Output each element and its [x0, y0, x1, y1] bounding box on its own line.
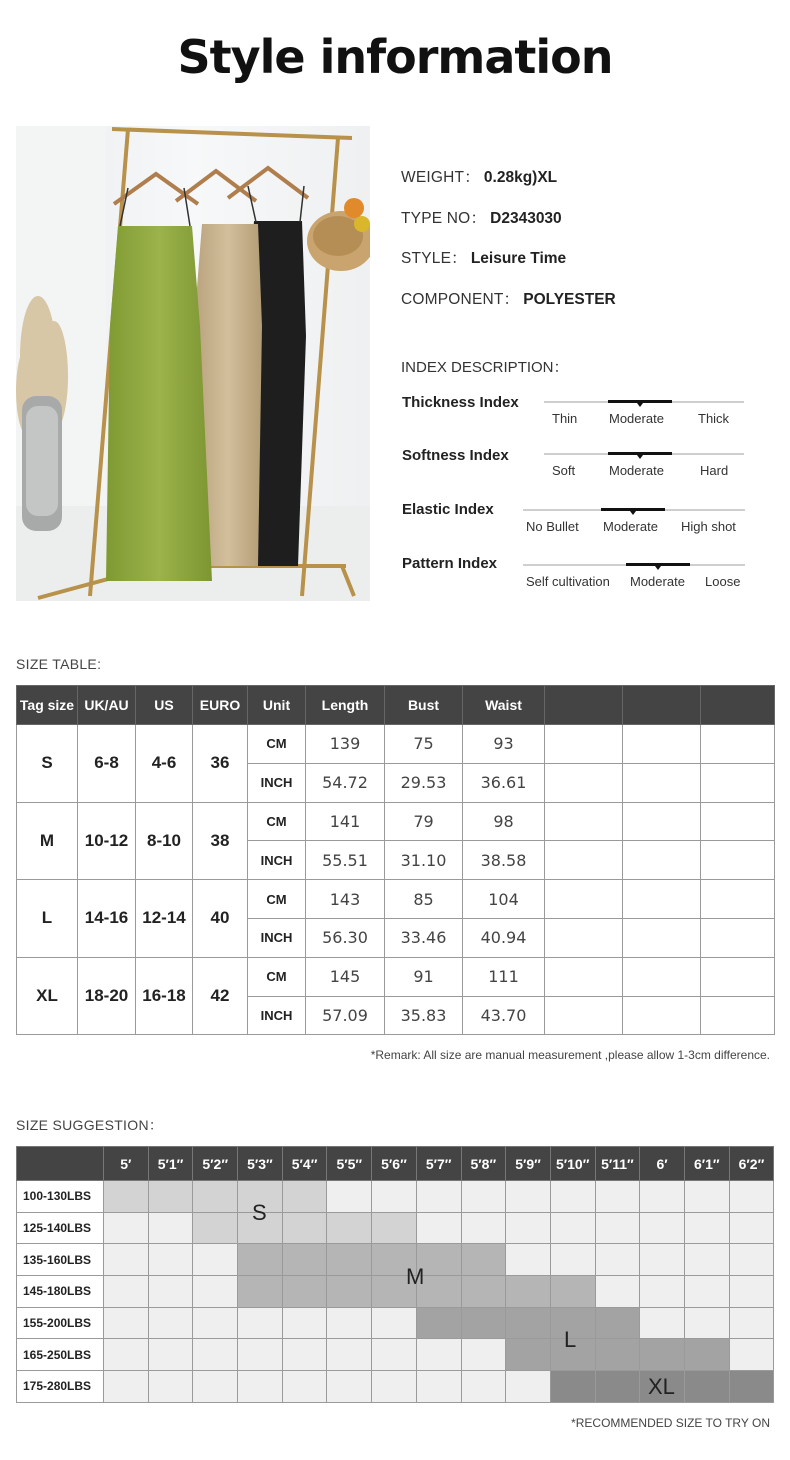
suggestion-cell — [461, 1371, 506, 1403]
height-header: 5′3″ — [238, 1147, 283, 1181]
suggestion-cell — [461, 1307, 506, 1339]
suggestion-cell — [327, 1276, 372, 1308]
unit-cell: CM — [248, 802, 306, 841]
suggestion-cell — [729, 1244, 774, 1276]
weight-label: 155-200LBS — [17, 1307, 104, 1339]
elastic-index-scale — [523, 506, 745, 536]
suggestion-cell — [416, 1339, 461, 1371]
col-bust: Bust — [385, 686, 463, 725]
scale-label-low: Self cultivation — [526, 574, 610, 589]
suggestion-cell — [193, 1307, 238, 1339]
waist-cell: 43.70 — [463, 996, 545, 1035]
suggestion-cell — [372, 1307, 417, 1339]
suggestion-cell — [238, 1244, 283, 1276]
product-photo — [16, 126, 370, 601]
scale-label-high: Thick — [698, 411, 730, 426]
suggestion-cell — [148, 1339, 193, 1371]
suggestion-cell — [640, 1212, 685, 1244]
suggestion-cell — [729, 1371, 774, 1403]
col-waist: Waist — [463, 686, 545, 725]
waist-cell: 98 — [463, 802, 545, 841]
suggestion-cell — [684, 1371, 729, 1403]
uk-au-cell: 18-20 — [78, 957, 136, 1035]
height-header: 5′ — [104, 1147, 149, 1181]
empty-cell — [545, 880, 623, 919]
elastic-index-label: Elastic Index — [402, 501, 494, 518]
weight-label: 135-160LBS — [17, 1244, 104, 1276]
size-zone-xl: XL — [648, 1374, 675, 1399]
empty-cell — [623, 763, 701, 802]
empty-cell — [545, 725, 623, 764]
suggestion-cell — [506, 1276, 551, 1308]
suggestion-cell — [595, 1276, 640, 1308]
info-component-value: POLYESTER — [523, 291, 616, 308]
table-row — [17, 880, 775, 919]
waist-cell: 104 — [463, 880, 545, 919]
suggestion-cell — [193, 1212, 238, 1244]
weight-label: 175-280LBS — [17, 1371, 104, 1403]
suggestion-cell — [193, 1181, 238, 1213]
table-row — [17, 1181, 774, 1213]
index-description-title: INDEX DESCRIPTION： — [401, 359, 569, 376]
height-header: 5′9″ — [506, 1147, 551, 1181]
suggestion-cell — [327, 1244, 372, 1276]
scale-pointer-icon — [637, 455, 643, 459]
empty-cell — [701, 996, 775, 1035]
info-weight-value: 0.28kg)XL — [483, 169, 558, 186]
empty-cell — [623, 918, 701, 957]
empty-cell — [701, 957, 775, 996]
unit-cell: INCH — [248, 841, 306, 880]
suggestion-cell — [193, 1339, 238, 1371]
table-row — [17, 957, 775, 996]
weight-label: 165-250LBS — [17, 1339, 104, 1371]
product-photo-image — [16, 126, 370, 601]
col-empty — [701, 686, 775, 725]
suggestion-cell — [193, 1276, 238, 1308]
us-cell: 16-18 — [136, 957, 193, 1035]
scale-label-low: Soft — [552, 463, 576, 478]
suggestion-cell — [461, 1212, 506, 1244]
suggestion-cell — [282, 1276, 327, 1308]
suggestion-cell — [729, 1307, 774, 1339]
suggestion-cell — [282, 1244, 327, 1276]
col-empty — [545, 686, 623, 725]
suggestion-cell — [282, 1212, 327, 1244]
waist-cell: 36.61 — [463, 763, 545, 802]
length-cell: 145 — [306, 957, 385, 996]
suggestion-cell — [461, 1339, 506, 1371]
col-tag-size: Tag size — [17, 686, 78, 725]
info-type-no — [401, 206, 562, 228]
tag-size-cell: S — [17, 725, 78, 803]
length-cell: 57.09 — [306, 996, 385, 1035]
bust-cell: 79 — [385, 802, 463, 841]
suggestion-cell — [238, 1276, 283, 1308]
waist-cell: 38.58 — [463, 841, 545, 880]
suggestion-cell — [148, 1181, 193, 1213]
size-suggestion-table — [16, 1146, 774, 1403]
suggestion-cell — [640, 1181, 685, 1213]
empty-cell — [701, 763, 775, 802]
col-length: Length — [306, 686, 385, 725]
size-zone-m: M — [406, 1264, 425, 1289]
col-euro: EURO — [193, 686, 248, 725]
scale-label-low: Thin — [552, 411, 578, 426]
suggestion-cell — [595, 1212, 640, 1244]
empty-cell — [701, 725, 775, 764]
suggestion-cell — [238, 1307, 283, 1339]
scale-pointer-icon — [637, 403, 643, 407]
info-type-no-label: TYPE NO： — [401, 210, 487, 227]
suggestion-cell — [104, 1339, 149, 1371]
suggestion-cell — [416, 1212, 461, 1244]
scale-label-mid: Moderate — [630, 574, 685, 589]
softness-index-label: Softness Index — [402, 447, 509, 464]
pattern-index-label: Pattern Index — [402, 555, 498, 572]
softness-index-scale — [544, 450, 744, 480]
height-header: 5′4″ — [282, 1147, 327, 1181]
suggestion-cell — [640, 1244, 685, 1276]
unit-cell: INCH — [248, 918, 306, 957]
suggestion-cell — [193, 1371, 238, 1403]
tag-size-cell: L — [17, 880, 78, 958]
size-suggestion-header — [17, 1147, 774, 1181]
height-header: 5′8″ — [461, 1147, 506, 1181]
scale-label-mid: Moderate — [603, 519, 658, 534]
suggestion-cell — [372, 1212, 417, 1244]
suggestion-cell — [282, 1339, 327, 1371]
empty-cell — [545, 841, 623, 880]
empty-cell — [701, 802, 775, 841]
euro-cell: 40 — [193, 880, 248, 958]
suggestion-cell — [372, 1181, 417, 1213]
suggestion-cell — [595, 1244, 640, 1276]
size-suggestion-label: SIZE SUGGESTION： — [16, 1117, 164, 1133]
size-table-header — [17, 686, 775, 725]
unit-cell: CM — [248, 725, 306, 764]
suggestion-cell — [506, 1244, 551, 1276]
info-style-value: Leisure Time — [470, 250, 567, 267]
length-cell: 54.72 — [306, 763, 385, 802]
unit-cell: INCH — [248, 996, 306, 1035]
suggestion-cell — [640, 1339, 685, 1371]
suggestion-cell — [148, 1371, 193, 1403]
suggestion-cell — [238, 1339, 283, 1371]
suggestion-cell — [550, 1212, 595, 1244]
scale-label-mid: Moderate — [609, 463, 664, 478]
suggestion-cell — [506, 1371, 551, 1403]
suggestion-cell — [506, 1307, 551, 1339]
suggestion-cell — [729, 1339, 774, 1371]
height-header: 5′1″ — [148, 1147, 193, 1181]
bust-cell: 29.53 — [385, 763, 463, 802]
suggestion-cell — [104, 1276, 149, 1308]
euro-cell: 38 — [193, 802, 248, 880]
scale-label-high: High shot — [681, 519, 736, 534]
suggestion-cell — [461, 1244, 506, 1276]
suggestion-cell — [506, 1181, 551, 1213]
scale-pointer-icon — [630, 511, 636, 515]
suggestion-cell — [729, 1181, 774, 1213]
suggestion-cell — [506, 1212, 551, 1244]
suggestion-cell — [104, 1244, 149, 1276]
table-row — [17, 725, 775, 764]
us-cell: 8-10 — [136, 802, 193, 880]
suggestion-cell — [238, 1371, 283, 1403]
empty-cell — [623, 957, 701, 996]
suggestion-cell — [282, 1307, 327, 1339]
suggestion-cell — [148, 1244, 193, 1276]
height-header: 5′5″ — [327, 1147, 372, 1181]
suggestion-cell — [550, 1371, 595, 1403]
length-cell: 143 — [306, 880, 385, 919]
suggestion-cell — [595, 1307, 640, 1339]
weight-label: 125-140LBS — [17, 1212, 104, 1244]
suggestion-cell — [640, 1276, 685, 1308]
empty-cell — [701, 918, 775, 957]
pattern-index-scale — [523, 561, 745, 591]
weight-label: 100-130LBS — [17, 1181, 104, 1213]
info-style-label: STYLE： — [401, 250, 467, 267]
table-row — [17, 802, 775, 841]
suggestion-cell — [416, 1181, 461, 1213]
height-header: 5′6″ — [372, 1147, 417, 1181]
table-row — [17, 1339, 774, 1371]
suggestion-cell — [327, 1212, 372, 1244]
length-cell: 139 — [306, 725, 385, 764]
suggestion-cell — [148, 1307, 193, 1339]
us-cell: 4-6 — [136, 725, 193, 803]
empty-cell — [545, 957, 623, 996]
size-zone-s: S — [252, 1200, 267, 1225]
suggestion-cell — [372, 1339, 417, 1371]
suggestion-cell — [148, 1276, 193, 1308]
height-header: 5′2″ — [193, 1147, 238, 1181]
table-row — [17, 1276, 774, 1308]
col-unit: Unit — [248, 686, 306, 725]
suggestion-cell — [104, 1371, 149, 1403]
empty-cell — [545, 802, 623, 841]
suggestion-cell — [595, 1181, 640, 1213]
scale-label-high: Loose — [705, 574, 741, 589]
suggestion-cell — [282, 1181, 327, 1213]
empty-cell — [701, 880, 775, 919]
suggestion-cell — [327, 1339, 372, 1371]
bust-cell: 91 — [385, 957, 463, 996]
suggestion-cell — [461, 1181, 506, 1213]
suggestion-cell — [550, 1276, 595, 1308]
length-cell: 55.51 — [306, 841, 385, 880]
suggestion-cell — [372, 1371, 417, 1403]
corner-cell — [17, 1147, 104, 1181]
suggestion-cell — [550, 1181, 595, 1213]
recommended-footnote: *RECOMMENDED SIZE TO TRY ON — [571, 1416, 770, 1430]
info-component — [401, 287, 616, 309]
empty-cell — [623, 996, 701, 1035]
suggestion-cell — [327, 1371, 372, 1403]
suggestion-cell — [327, 1307, 372, 1339]
suggestion-cell — [684, 1244, 729, 1276]
uk-au-cell: 14-16 — [78, 880, 136, 958]
suggestion-cell — [550, 1244, 595, 1276]
bust-cell: 35.83 — [385, 996, 463, 1035]
unit-cell: CM — [248, 957, 306, 996]
uk-au-cell: 10-12 — [78, 802, 136, 880]
suggestion-cell — [684, 1181, 729, 1213]
waist-cell: 111 — [463, 957, 545, 996]
suggestion-cell — [506, 1339, 551, 1371]
waist-cell: 40.94 — [463, 918, 545, 957]
empty-cell — [623, 802, 701, 841]
uk-au-cell: 6-8 — [78, 725, 136, 803]
waist-cell: 93 — [463, 725, 545, 764]
suggestion-cell — [416, 1307, 461, 1339]
size-table — [16, 685, 775, 1035]
suggestion-cell — [327, 1181, 372, 1213]
suggestion-cell — [595, 1339, 640, 1371]
info-weight-label: WEIGHT： — [401, 169, 480, 186]
suggestion-cell — [595, 1371, 640, 1403]
scale-label-high: Hard — [700, 463, 729, 478]
weight-label: 145-180LBS — [17, 1276, 104, 1308]
us-cell: 12-14 — [136, 880, 193, 958]
suggestion-cell — [684, 1212, 729, 1244]
length-cell: 141 — [306, 802, 385, 841]
size-zone-l: L — [564, 1327, 577, 1352]
size-table-label: SIZE TABLE: — [16, 656, 102, 672]
unit-cell: CM — [248, 880, 306, 919]
suggestion-cell — [193, 1244, 238, 1276]
height-header: 5′10″ — [550, 1147, 595, 1181]
euro-cell: 36 — [193, 725, 248, 803]
euro-cell: 42 — [193, 957, 248, 1035]
scale-label-low: No Bullet — [526, 519, 579, 534]
info-type-no-value: D2343030 — [490, 210, 562, 227]
col-empty — [623, 686, 701, 725]
scale-label-mid: Moderate — [609, 411, 664, 426]
page-title: Style information — [177, 30, 613, 84]
length-cell: 56.30 — [306, 918, 385, 957]
suggestion-cell — [729, 1212, 774, 1244]
scale-pointer-icon — [655, 566, 661, 570]
bust-cell: 33.46 — [385, 918, 463, 957]
table-row — [17, 1212, 774, 1244]
tag-size-cell: XL — [17, 957, 78, 1035]
suggestion-cell — [104, 1181, 149, 1213]
suggestion-cell — [282, 1371, 327, 1403]
suggestion-cell — [684, 1339, 729, 1371]
suggestion-cell — [104, 1212, 149, 1244]
col-us: US — [136, 686, 193, 725]
suggestion-cell — [684, 1307, 729, 1339]
empty-cell — [545, 996, 623, 1035]
suggestion-cell — [148, 1212, 193, 1244]
suggestion-cell — [684, 1276, 729, 1308]
table-row — [17, 1244, 774, 1276]
suggestion-cell — [104, 1307, 149, 1339]
bust-cell: 75 — [385, 725, 463, 764]
height-header: 6′2″ — [729, 1147, 774, 1181]
empty-cell — [623, 880, 701, 919]
bust-cell: 85 — [385, 880, 463, 919]
empty-cell — [701, 841, 775, 880]
info-component-label: COMPONENT： — [401, 291, 520, 308]
suggestion-cell — [640, 1307, 685, 1339]
info-weight — [401, 165, 557, 187]
empty-cell — [623, 725, 701, 764]
info-style — [401, 246, 566, 268]
suggestion-cell — [416, 1371, 461, 1403]
height-header: 5′11″ — [595, 1147, 640, 1181]
height-header: 6′1″ — [684, 1147, 729, 1181]
table-row — [17, 1307, 774, 1339]
bust-cell: 31.10 — [385, 841, 463, 880]
col-uk-au: UK/AU — [78, 686, 136, 725]
height-header: 5′7″ — [416, 1147, 461, 1181]
tag-size-cell: M — [17, 802, 78, 880]
suggestion-cell — [461, 1276, 506, 1308]
suggestion-cell — [729, 1276, 774, 1308]
size-remark: *Remark: All size are manual measurement ,please allow 1-3cm difference. — [370, 1048, 770, 1062]
empty-cell — [545, 763, 623, 802]
height-header: 6′ — [640, 1147, 685, 1181]
empty-cell — [545, 918, 623, 957]
empty-cell — [623, 841, 701, 880]
unit-cell: INCH — [248, 763, 306, 802]
thickness-index-label: Thickness Index — [402, 394, 519, 411]
thickness-index-scale — [544, 398, 744, 428]
